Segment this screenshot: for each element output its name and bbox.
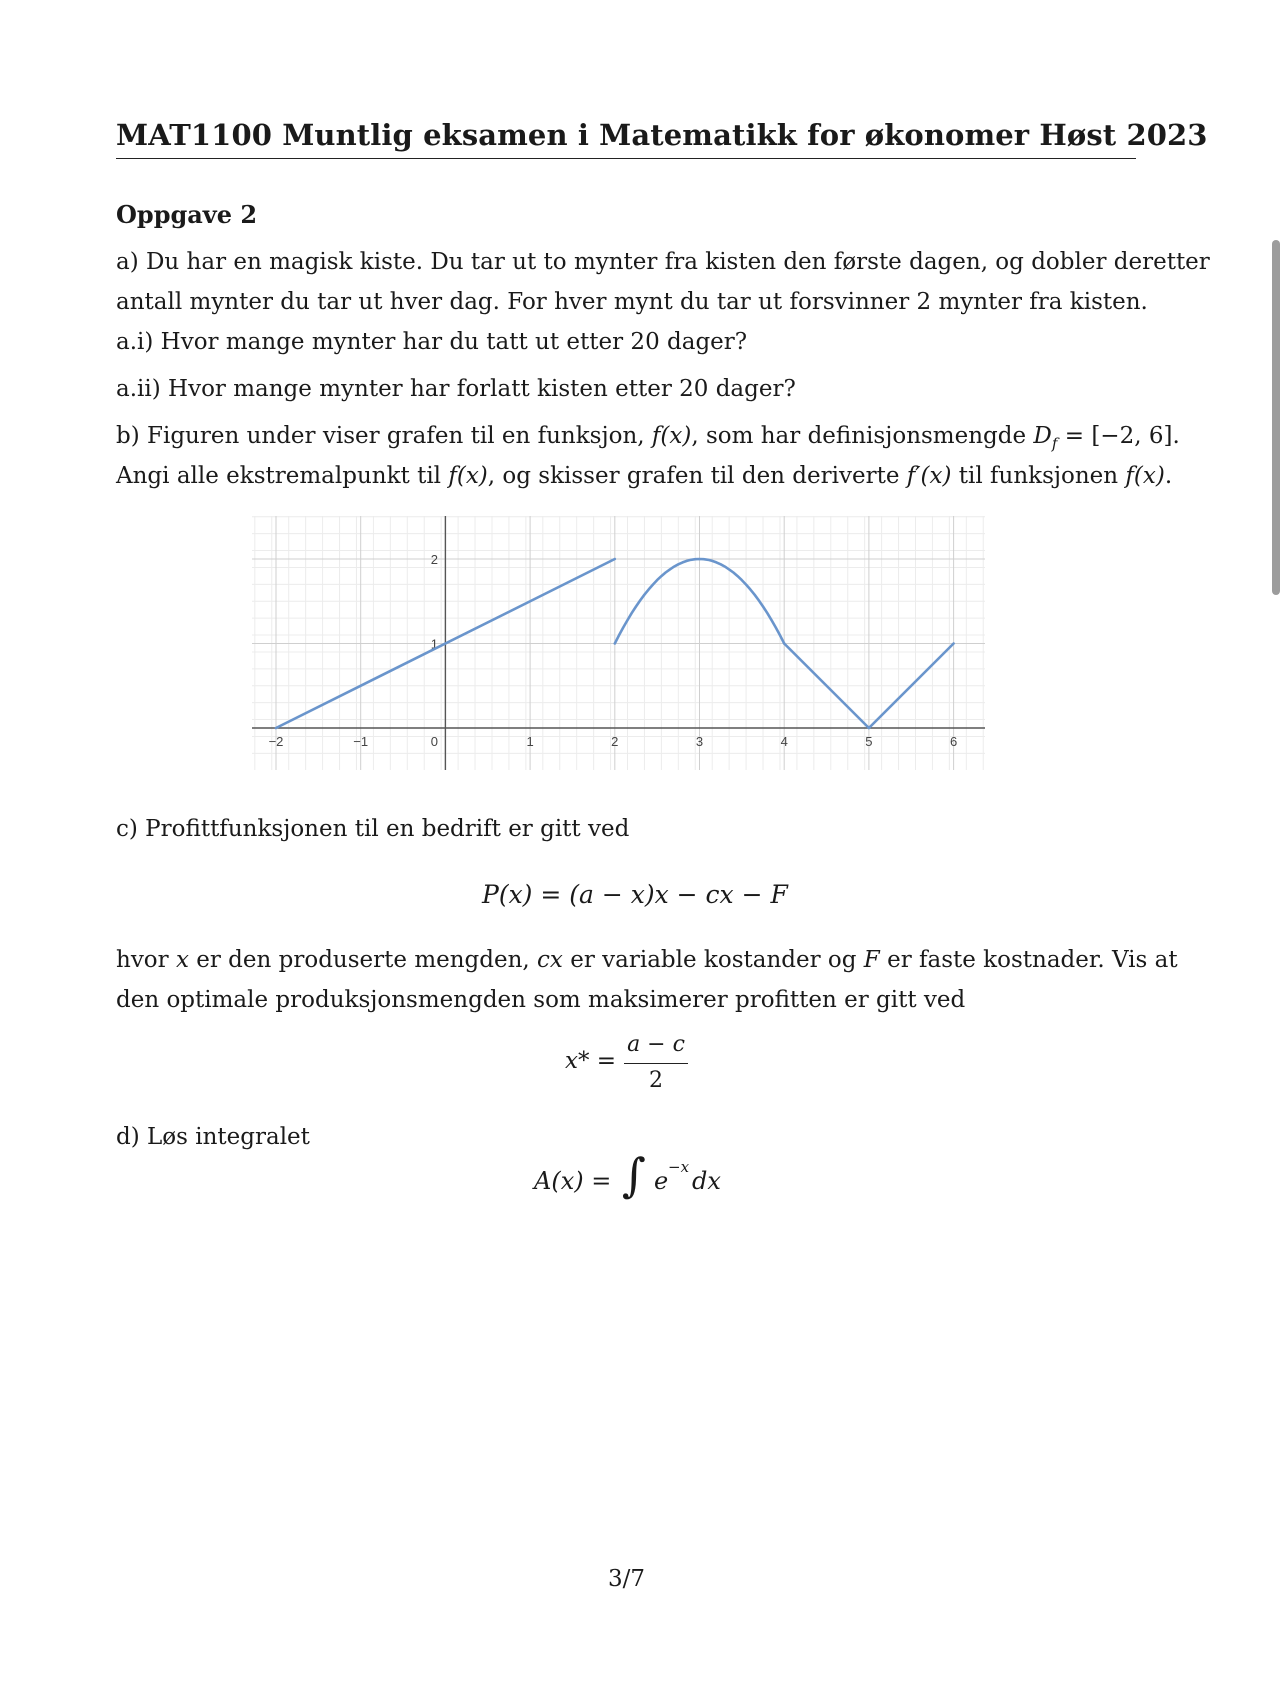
x-tick-label: −2 xyxy=(268,734,284,749)
fraction-denominator: 2 xyxy=(649,1068,663,1093)
domain-interval: = [−2, 6]. xyxy=(1057,423,1180,449)
x-tick-label: 2 xyxy=(611,734,619,749)
task-c-line1 xyxy=(116,945,1178,975)
optimal-x-lhs: x* = xyxy=(565,1048,617,1074)
scrollbar-thumb[interactable] xyxy=(1272,240,1280,595)
function-graph xyxy=(240,508,1000,778)
fx-symbol: f(x) xyxy=(448,463,488,489)
task-d-intro: d) Løs integralet xyxy=(116,1124,310,1150)
task-c-text: er faste kostnader. Vis at xyxy=(879,947,1178,973)
fraction-numerator: a − c xyxy=(627,1032,685,1057)
x-symbol: x xyxy=(175,947,189,973)
page-title: MAT1100 Muntlig eksamen i Matematikk for økonomer Høst 2023 xyxy=(116,118,1208,152)
integrand-exponent: −x xyxy=(668,1158,690,1176)
x-tick-label: 6 xyxy=(949,734,958,749)
integral-dx: dx xyxy=(692,1167,721,1195)
profit-equation: P(x) = (a − x)x − cx − F xyxy=(482,880,788,909)
task-a-line2: antall mynter du tar ut hver dag. For hver mynt du tar ut forsvinner 2 mynter fra kisten. xyxy=(116,289,1148,315)
x-tick-label: 4 xyxy=(780,734,788,749)
x-tick-label: 3 xyxy=(695,734,704,749)
integral-sign: ∫ xyxy=(622,1148,646,1202)
task-b-line2 xyxy=(116,461,1172,491)
task-c-intro: c) Profittfunksjonen til en bedrift er gitt ved xyxy=(116,816,630,842)
title-rule xyxy=(116,158,1136,159)
integral-lhs: A(x) = xyxy=(534,1167,612,1195)
page-number: 3/7 xyxy=(608,1566,646,1592)
integrand-base: e xyxy=(654,1167,669,1195)
x-tick-label: −1 xyxy=(353,734,369,749)
x-tick-label: 0 xyxy=(430,734,439,749)
cx-symbol: cx xyxy=(537,947,563,973)
task-a-i: a.i) Hvor mange mynter har du tatt ut etter 20 dager? xyxy=(116,329,748,355)
task-b-text: Angi alle ekstremalpunkt til xyxy=(116,463,449,489)
task-b-text: b) Figuren under viser grafen til en funksjon, xyxy=(116,423,652,449)
task-heading: Oppgave 2 xyxy=(116,200,258,229)
F-symbol: F xyxy=(863,947,880,973)
task-b-text: , som har definisjonsmengde xyxy=(691,423,1034,449)
domain-subscript: f xyxy=(1051,434,1058,453)
fraction-bar xyxy=(624,1063,688,1064)
y-tick-label: 1 xyxy=(430,636,439,652)
task-c-text: hvor xyxy=(116,947,176,973)
domain-symbol: D xyxy=(1033,423,1052,449)
task-b-text: til funksjonen xyxy=(951,463,1126,489)
task-b-text: , og skisser grafen til den deriverte xyxy=(487,463,907,489)
y-tick-label: 2 xyxy=(430,552,439,567)
derivative-symbol: f′(x) xyxy=(906,463,952,489)
task-a-ii: a.ii) Hvor mange mynter har forlatt kisten etter 20 dager? xyxy=(116,376,796,402)
fx-symbol: f(x) xyxy=(1125,463,1165,489)
x-tick-label: 5 xyxy=(865,734,873,749)
task-b-text: . xyxy=(1164,463,1173,489)
task-c-text: er den produserte mengden, xyxy=(188,947,538,973)
fx-symbol: f(x) xyxy=(651,423,692,449)
task-c-line2: den optimale produksjonsmengden som maksimerer profitten er gitt ved xyxy=(116,987,966,1013)
task-b-line1 xyxy=(116,421,1180,459)
task-c-text: er variable kostander og xyxy=(562,947,864,973)
x-tick-label: 1 xyxy=(526,734,534,749)
task-a-line1: a) Du har en magisk kiste. Du tar ut to mynter fra kisten den første dagen, og dobler deretter xyxy=(116,249,1210,275)
